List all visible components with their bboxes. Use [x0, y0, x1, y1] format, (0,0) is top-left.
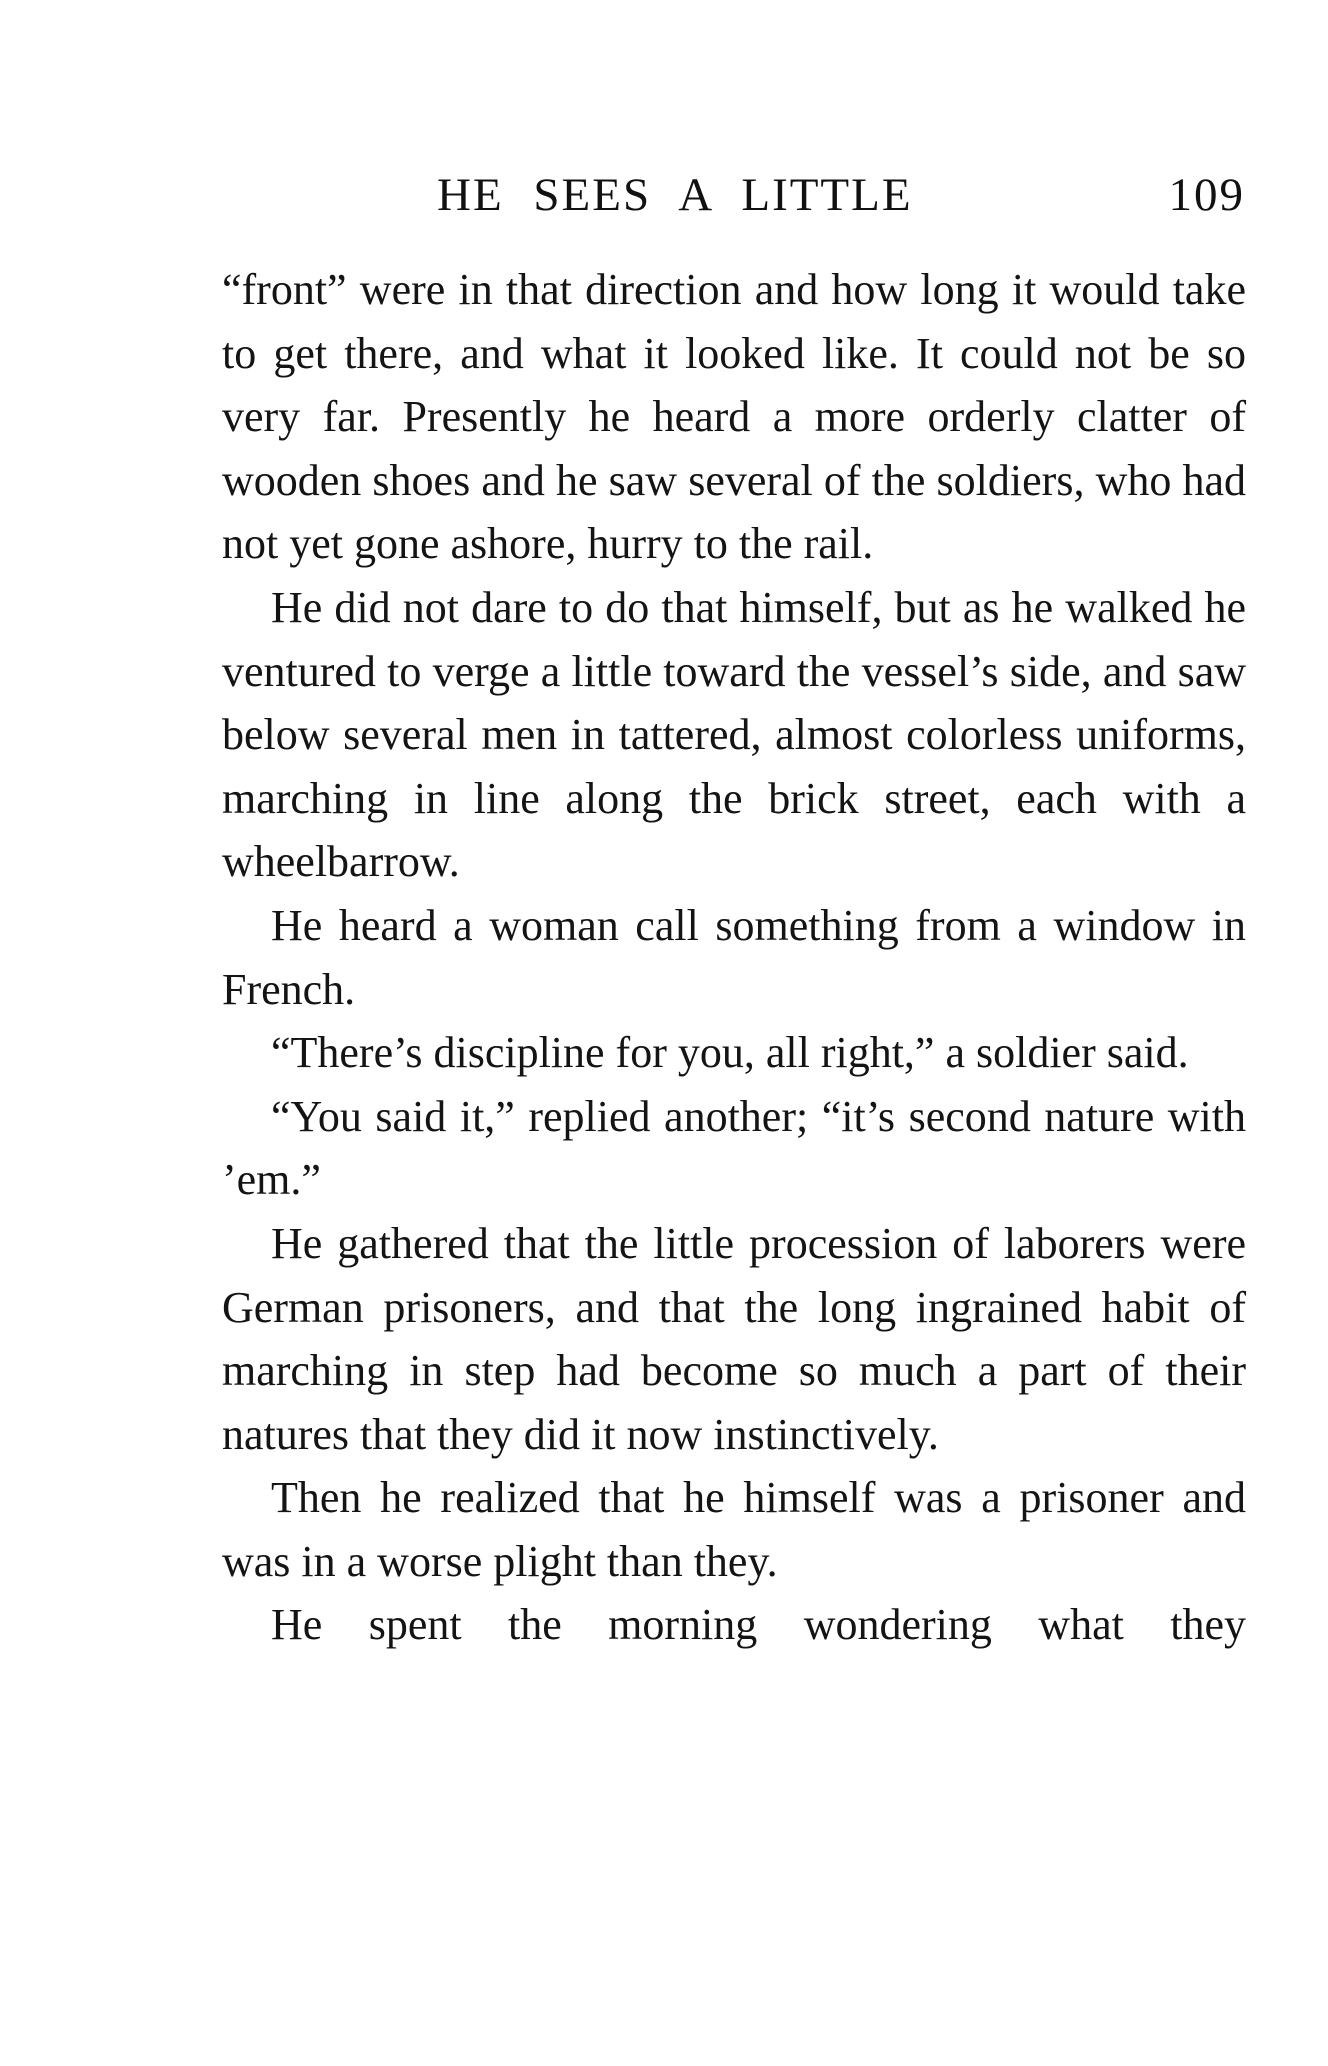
body-text [222, 258, 1246, 1657]
paragraph: He gathered that the little procession of laborers were German prisoners, and that the long ingrained habit of marching in step had become so much a part of their natures that they did it now instinctively. [222, 1218, 1246, 1459]
paragraph: He spent the morning wondering what they [271, 1600, 1246, 1650]
running-head [437, 168, 1245, 238]
paragraph: He heard a woman call something from a window in French. [222, 900, 1246, 1014]
paragraph: “front” were in that direction and how long it would take to get there, and what it looked like. It could not be so very far. Presently he heard a more orderly clatter of wooden shoes and he saw several of the soldiers, who had not yet gone ashore, hurry to the rail. [222, 265, 1246, 569]
paragraph: “There’s discipline for you, all right,” a soldier said. [271, 1028, 1189, 1078]
paragraph: He did not dare to do that himself, but as he walked he ventured to verge a little toward the vessel’s side, and saw below several men in tattered, almost colorless uniforms, marching in line along the brick street, each with a wheelbarrow. [222, 582, 1246, 887]
paragraph: “You said it,” replied another; “it’s second nature with ’em.” [222, 1091, 1246, 1205]
page-number: 109 [1168, 169, 1245, 221]
paragraph: Then he realized that he himself was a prisoner and was in a worse plight than they. [222, 1473, 1246, 1586]
chapter-title: HE SEES A LITTLE [437, 169, 913, 221]
